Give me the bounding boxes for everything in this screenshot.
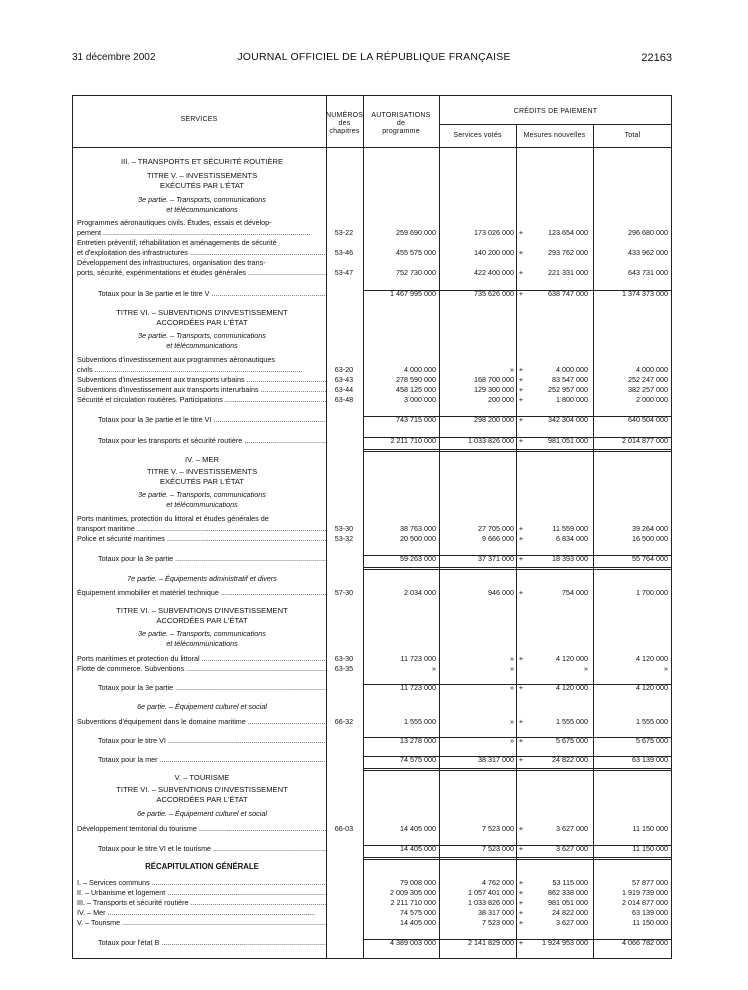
services-votes-value: 37 371 000 [478,554,514,563]
services-votes-value: 1 033 826 000 [468,898,514,907]
services-votes-value: 7 523 000 [482,844,514,853]
services-votes-value: » [510,683,514,692]
plus-sign: + [518,524,524,533]
mesures-nouvelles-value: 981 051 000 [548,898,588,907]
chapter-number: 63-44 [334,385,354,394]
plus-sign: + [518,898,524,907]
plus-sign: + [518,736,524,745]
section-heading: EXÉCUTÉS PAR L'ÉTAT [159,477,245,486]
plus-sign: + [518,918,524,927]
autorisation-value: 14 405 000 [400,844,436,853]
total-value: 63 139 000 [632,908,668,917]
services-votes-value: 168 700 000 [474,375,514,384]
autorisation-value: 20 500 000 [400,534,436,543]
col-mesures-nouvelles: Mesures nouvelles [523,132,586,139]
plus-sign: + [518,938,524,947]
mesures-nouvelles-value: 981 051 000 [548,436,588,445]
mesures-nouvelles-value: 342 304 000 [548,415,588,424]
line-description: I. – Services communs ..... [77,878,327,887]
total-value: 2 014 877 000 [622,436,668,445]
column-rule [439,95,440,959]
total-value: 16 500 000 [632,534,668,543]
chapter-number: 63-43 [334,375,354,384]
part-heading: 3e partie. – Transports, communications [138,629,266,638]
part-heading: 3e partie. – Transports, communications [138,195,266,204]
mesures-nouvelles-value: 24 822 000 [552,908,588,917]
total-value: 11 150 000 [632,844,668,853]
plus-sign: + [518,415,524,424]
line-description: Police et sécurité maritimes ..... [77,534,327,543]
journal-title: JOURNAL OFFICIEL DE LA RÉPUBLIQUE FRANÇAISE [237,51,511,63]
mesures-nouvelles-value: 3 627 000 [556,844,588,853]
chapter-number: 57-30 [334,588,354,597]
part-heading: 6e partie. – Équipement culturel et social [137,809,267,818]
line-description: Subventions d'équipement dans le domaine maritime ..... [77,717,327,726]
services-votes-value: 946 000 [488,588,514,597]
services-votes-value: 1 033 826 000 [468,436,514,445]
section-heading: TITRE V. – INVESTISSEMENTS [146,171,258,180]
services-votes-value: 422 400 000 [474,268,514,277]
recap-heading: RÉCAPITULATION GÉNÉRALE [145,862,259,871]
mesures-nouvelles-value: 252 957 000 [548,385,588,394]
autorisation-value: 11 723 000 [400,654,436,663]
line-description: Flotte de commerce. Subventions ..... [77,664,327,673]
mesures-nouvelles-value: 638 747 000 [548,289,588,298]
autorisation-value: 2 009 305 000 [390,888,436,897]
autorisation-value: 38 763 000 [400,524,436,533]
chapter-number: 53-30 [334,524,354,533]
plus-sign: + [518,888,524,897]
autorisation-value: 11 723 000 [400,683,436,692]
total-rule [363,768,672,771]
line-description: ports, sécurité, expérimentations et études générales ..... [77,268,327,277]
services-votes-value: 129 300 000 [474,385,514,394]
section-heading: IV. – MER [185,455,219,464]
line-description: IV. – Mer ..... [77,908,327,917]
total-value: 4 120 000 [636,683,668,692]
plus-sign: + [518,365,524,374]
total-value: 2 014 877 000 [622,898,668,907]
plus-sign: + [518,228,524,237]
line-description: Subventions d'investissement aux transports interurbains ..... [77,385,327,394]
total-rule [363,567,672,570]
total-label: Totaux pour la 3e partie ..... [98,683,326,692]
total-value: 4 120 000 [636,654,668,663]
total-value: 643 731 000 [628,268,668,277]
total-value: 1 700 000 [636,588,668,597]
mesures-nouvelles-value: 221 331 000 [548,268,588,277]
total-value: 4 066 782 000 [622,938,668,947]
plus-sign: + [518,824,524,833]
mesures-nouvelles-value: 5 675 000 [556,736,588,745]
total-value: 4 000 000 [636,365,668,374]
plus-sign: + [518,717,524,726]
plus-sign: + [518,683,524,692]
autorisation-value: 74 575 000 [400,755,436,764]
total-value: 57 877 000 [632,878,668,887]
plus-sign: + [518,289,524,298]
mesures-nouvelles-value: 24 822 000 [552,755,588,764]
line-description: Ports maritimes et protection du littoral ..... [77,654,327,663]
total-value: 1 374 373 000 [622,289,668,298]
mesures-nouvelles-value: 11 559 000 [552,524,588,533]
total-label: Totaux pour la 3e partie et le titre VI ..... [98,415,326,424]
total-value: 11 150 000 [632,824,668,833]
services-votes-value: » [510,717,514,726]
autorisation-value: 59 263 000 [400,554,436,563]
chapter-number: 53-22 [334,228,354,237]
section-heading: V. – TOURISME [174,773,230,782]
chapter-number: 63-20 [334,365,354,374]
mesures-nouvelles-value: 6 834 000 [556,534,588,543]
services-votes-value: 27 705 000 [478,524,514,533]
chapter-number: 53-46 [334,248,354,257]
line-description: II. – Urbanisme et logement ..... [77,888,327,897]
part-heading: et télécommunications [166,205,238,214]
chapter-number: 66-03 [334,824,354,833]
autorisation-value: » [432,664,436,673]
services-votes-value: 38 317 000 [478,755,514,764]
mesures-nouvelles-value: 1 800 000 [556,395,588,404]
part-heading: 7e partie. – Équipements administratif et divers [127,574,277,583]
mesures-nouvelles-value: 53 115 000 [552,878,588,887]
autorisation-value: 455 575 000 [396,248,436,257]
total-value: 55 764 000 [632,554,668,563]
total-value: 252 247 000 [628,375,668,384]
issue-date: 31 décembre 2002 [72,52,156,63]
total-value: 296 680 000 [628,228,668,237]
services-votes-value: 200 000 [488,395,514,404]
chapter-number: 53-47 [334,268,354,277]
autorisation-value: 2 211 710 000 [390,898,436,907]
mesures-nouvelles-value: 4 000 000 [556,365,588,374]
plus-sign: + [518,554,524,563]
autorisation-value: 2 211 710 000 [390,436,436,445]
services-votes-value: 7 523 000 [482,824,514,833]
line-description: Subventions d'investissement aux transports urbains ..... [77,375,327,384]
autorisation-value: 13 278 000 [400,736,436,745]
autorisation-value: 14 405 000 [400,824,436,833]
autorisation-value: 14 405 000 [400,918,436,927]
autorisation-value: 1 555 000 [404,717,436,726]
plus-sign: + [518,908,524,917]
mesures-nouvelles-value: 754 000 [562,588,588,597]
line-description: civils ..... [77,365,327,374]
mesures-nouvelles-value: 862 338 000 [548,888,588,897]
chapter-number: 53-32 [334,534,354,543]
services-votes-value: 4 762 000 [482,878,514,887]
autorisation-value: 259 690 000 [396,228,436,237]
page-number: 22163 [641,52,672,64]
services-votes-value: » [510,736,514,745]
section-heading: TITRE VI. – SUBVENTIONS D'INVESTISSEMENT [116,785,288,794]
mesures-nouvelles-value: 4 120 000 [556,654,588,663]
plus-sign: + [518,588,524,597]
mesures-nouvelles-value: 1 555 000 [556,717,588,726]
line-description: Équipement immobilier et matériel technique ..... [77,588,327,597]
chapter-number: 63-30 [334,654,354,663]
total-label: Totaux pour les transports et sécurité routière ..... [98,436,326,445]
mesures-nouvelles-value: 1 924 953 000 [542,938,588,947]
part-heading: et télécommunications [166,639,238,648]
part-heading: 3e partie. – Transports, communications [138,490,266,499]
line-description: transport maritime ..... [77,524,327,533]
section-heading: TITRE VI. – SUBVENTIONS D'INVESTISSEMENT [116,606,288,615]
mesures-nouvelles-value: 3 627 000 [556,824,588,833]
mesures-nouvelles-value: 123 654 000 [548,228,588,237]
total-label: Totaux pour le titre VI et le tourisme ..... [98,844,326,853]
mesures-nouvelles-value: » [584,664,588,673]
services-votes-value: 38 317 000 [478,908,514,917]
services-votes-value: 2 141 829 000 [468,938,514,947]
autorisation-value: 4 389 003 000 [390,938,436,947]
total-rule [363,449,672,452]
section-heading: ACCORDÉES PAR L'ÉTAT [156,318,248,327]
col-autorisations: AUTORISATIONS de programme [371,112,431,135]
line-description: Développement territorial du tourisme ..... [77,824,327,833]
total-label: Totaux pour la 3e partie et le titre V ..... [98,289,326,298]
line-description: Ports maritimes, protection du littoral et études générales de [77,514,269,523]
plus-sign: + [518,385,524,394]
line-description: Entretien préventif, réhabilitation et aménagements de sécurité [77,238,277,247]
autorisation-value: 743 715 000 [396,415,436,424]
part-heading: 6e partie. – Équipement culturel et social [137,702,267,711]
header-rule [439,124,672,125]
col-services-votes: Services votés [453,132,502,139]
autorisation-value: 4 000 000 [404,365,436,374]
section-heading: EXÉCUTÉS PAR L'ÉTAT [159,181,245,190]
total-value: 433 962 000 [628,248,668,257]
header-rule [72,147,672,148]
section-heading: III. – TRANSPORTS ET SÉCURITÉ ROUTIÈRE [120,157,284,166]
section-heading: TITRE V. – INVESTISSEMENTS [146,467,258,476]
chapter-number: 63-48 [334,395,354,404]
autorisation-value: 458 125 000 [396,385,436,394]
services-votes-value: 1 057 401 000 [468,888,514,897]
autorisation-value: 1 467 995 000 [390,289,436,298]
autorisation-value: 74 575 000 [400,908,436,917]
mesures-nouvelles-value: 3 627 000 [556,918,588,927]
autorisation-value: 278 590 000 [396,375,436,384]
total-value: 11 150 000 [632,918,668,927]
total-value: 1 555 000 [636,717,668,726]
total-value: » [664,664,668,673]
plus-sign: + [518,534,524,543]
services-votes-value: 140 200 000 [474,248,514,257]
mesures-nouvelles-value: 4 120 000 [556,683,588,692]
section-heading: TITRE VI. – SUBVENTIONS D'INVESTISSEMENT [116,308,288,317]
section-heading: ACCORDÉES PAR L'ÉTAT [156,616,248,625]
autorisation-value: 752 730 000 [396,268,436,277]
col-total: Total [624,132,641,139]
autorisation-value: 2 034 000 [404,588,436,597]
section-heading: ACCORDÉES PAR L'ÉTAT [156,795,248,804]
services-votes-value: 735 626 000 [474,289,514,298]
line-description: Développement des infrastructures, organisation des trans- [77,258,266,267]
total-value: 63 139 000 [632,755,668,764]
plus-sign: + [518,654,524,663]
plus-sign: + [518,844,524,853]
total-value: 5 675 000 [636,736,668,745]
line-description: Subventions d'investissement aux programmes aéronautiques [77,355,275,364]
chapter-number: 63-35 [334,664,354,673]
mesures-nouvelles-value: 293 762 000 [548,248,588,257]
plus-sign: + [518,755,524,764]
total-label: Totaux pour la mer ..... [98,755,326,764]
col-services: SERVICES [180,116,218,123]
total-label: Totaux pour l'état B ..... [98,938,326,947]
chapter-number: 66-32 [334,717,354,726]
col-credits: CRÉDITS DE PAIEMENT [513,108,598,115]
column-rule [593,124,594,959]
line-description: et d'exploitation des infrastructures ..... [77,248,327,257]
total-value: 39 264 000 [632,524,668,533]
total-value: 1 919 739 000 [622,888,668,897]
services-votes-value: 9 666 000 [482,534,514,543]
mesures-nouvelles-value: 18 393 000 [552,554,588,563]
plus-sign: + [518,375,524,384]
line-description: III. – Transports et sécurité routière ..... [77,898,327,907]
line-description: pement ..... [77,228,327,237]
services-votes-value: » [510,664,514,673]
col-numeros: NUMÉROS des chapitres [326,112,364,135]
part-heading: 3e partie. – Transports, communications [138,331,266,340]
mesures-nouvelles-value: 83 547 000 [552,375,588,384]
services-votes-value: » [510,365,514,374]
plus-sign: + [518,878,524,887]
total-label: Totaux pour la 3e partie ..... [98,554,326,563]
services-votes-value: » [510,654,514,663]
plus-sign: + [518,248,524,257]
total-value: 382 257 000 [628,385,668,394]
services-votes-value: 173 026 000 [474,228,514,237]
total-value: 640 504 000 [628,415,668,424]
autorisation-value: 3 000 000 [404,395,436,404]
line-description: Programmes aéronautiques civils. Études, essais et dévelop- [77,218,272,227]
total-value: 2 000 000 [636,395,668,404]
part-heading: et télécommunications [166,500,238,509]
column-rule [363,95,364,959]
autorisation-value: 79 008 000 [400,878,436,887]
line-description: Sécurité et circulation routières. Participations ..... [77,395,327,404]
plus-sign: + [518,436,524,445]
total-rule [363,857,672,860]
total-label: Totaux pour le titre VI ..... [98,736,326,745]
part-heading: et télécommunications [166,341,238,350]
services-votes-value: 7 523 000 [482,918,514,927]
plus-sign: + [518,395,524,404]
services-votes-value: 298 200 000 [474,415,514,424]
line-description: V. – Tourisme ..... [77,918,327,927]
plus-sign: + [518,268,524,277]
